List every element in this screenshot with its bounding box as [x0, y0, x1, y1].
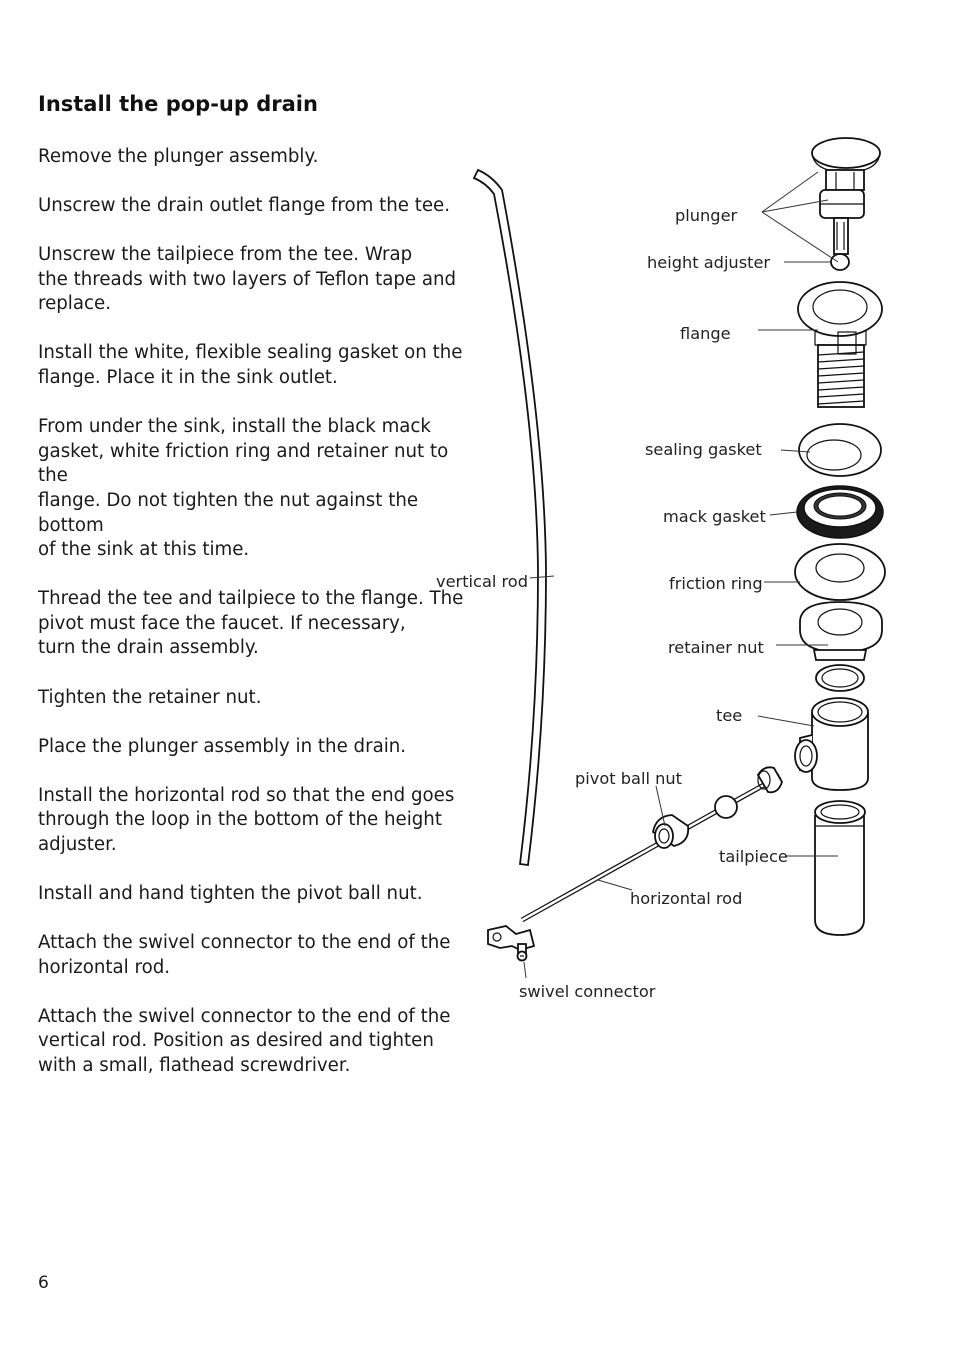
instruction-step: Unscrew the drain outlet flange from the tee. [38, 195, 451, 217]
tee-drawing [795, 698, 868, 790]
instruction-step: Tighten the retainer nut. [38, 686, 262, 708]
instruction-step: Remove the plunger assembly. [38, 146, 319, 167]
label-friction-ring: friction ring [669, 574, 763, 593]
instruction-step: Install and hand tighten the pivot ball nut. [38, 882, 423, 904]
label-vertical-rod: vertical rod [436, 572, 528, 591]
label-sealing-gasket: sealing gasket [645, 440, 762, 459]
instruction-step: Install the horizontal rod so that the end goes through the loop in the bottom of the height adjuster. [38, 784, 455, 855]
mack-gasket-drawing [797, 486, 883, 538]
tailpiece-drawing [815, 801, 865, 935]
instruction-step: Attach the swivel connector to the end of the horizontal rod. [38, 932, 451, 978]
flange-drawing [798, 282, 882, 407]
label-horizontal-rod: horizontal rod [630, 889, 743, 908]
page-number: 6 [38, 1273, 49, 1293]
instruction-step: Install the white, flexible sealing gasket on the flange. Place it in the sink outlet. [38, 342, 463, 389]
label-flange: flange [680, 324, 731, 343]
plunger-drawing [812, 138, 880, 270]
label-mack-gasket: mack gasket [663, 507, 766, 526]
swivel-connector-drawing [488, 926, 534, 961]
instruction-step: Thread the tee and tailpiece to the flange. The pivot must face the faucet. If necessary, turn the drain assembly. [38, 588, 464, 659]
section-heading: Install the pop-up drain [38, 92, 318, 116]
vertical-rod-drawing [474, 170, 546, 865]
label-height-adjuster: height adjuster [647, 253, 771, 272]
instruction-step: From under the sink, install the black mack gasket, white friction ring and retainer nut to the flange. Do not tighten the nut against the bottom of the sink at this time. [38, 416, 449, 561]
label-pivot-ball-nut: pivot ball nut [575, 769, 682, 788]
label-swivel-connector: swivel connector [519, 982, 656, 1001]
label-plunger: plunger [675, 206, 738, 225]
sealing-gasket-drawing [799, 424, 881, 476]
label-tailpiece: tailpiece [719, 847, 788, 866]
retainer-nut-drawing [800, 602, 882, 691]
instruction-step: Attach the swivel connector to the end of the vertical rod. Position as desired and tighten with a small, flathead screwdriver. [38, 1005, 451, 1076]
friction-ring-drawing [795, 544, 885, 600]
instruction-step: Place the plunger assembly in the drain. [38, 735, 407, 757]
label-retainer-nut: retainer nut [668, 638, 764, 657]
instruction-step: Unscrew the tailpiece from the tee. Wrap the threads with two layers of Teflon tape and replace. [38, 244, 457, 315]
label-tee: tee [716, 706, 743, 725]
